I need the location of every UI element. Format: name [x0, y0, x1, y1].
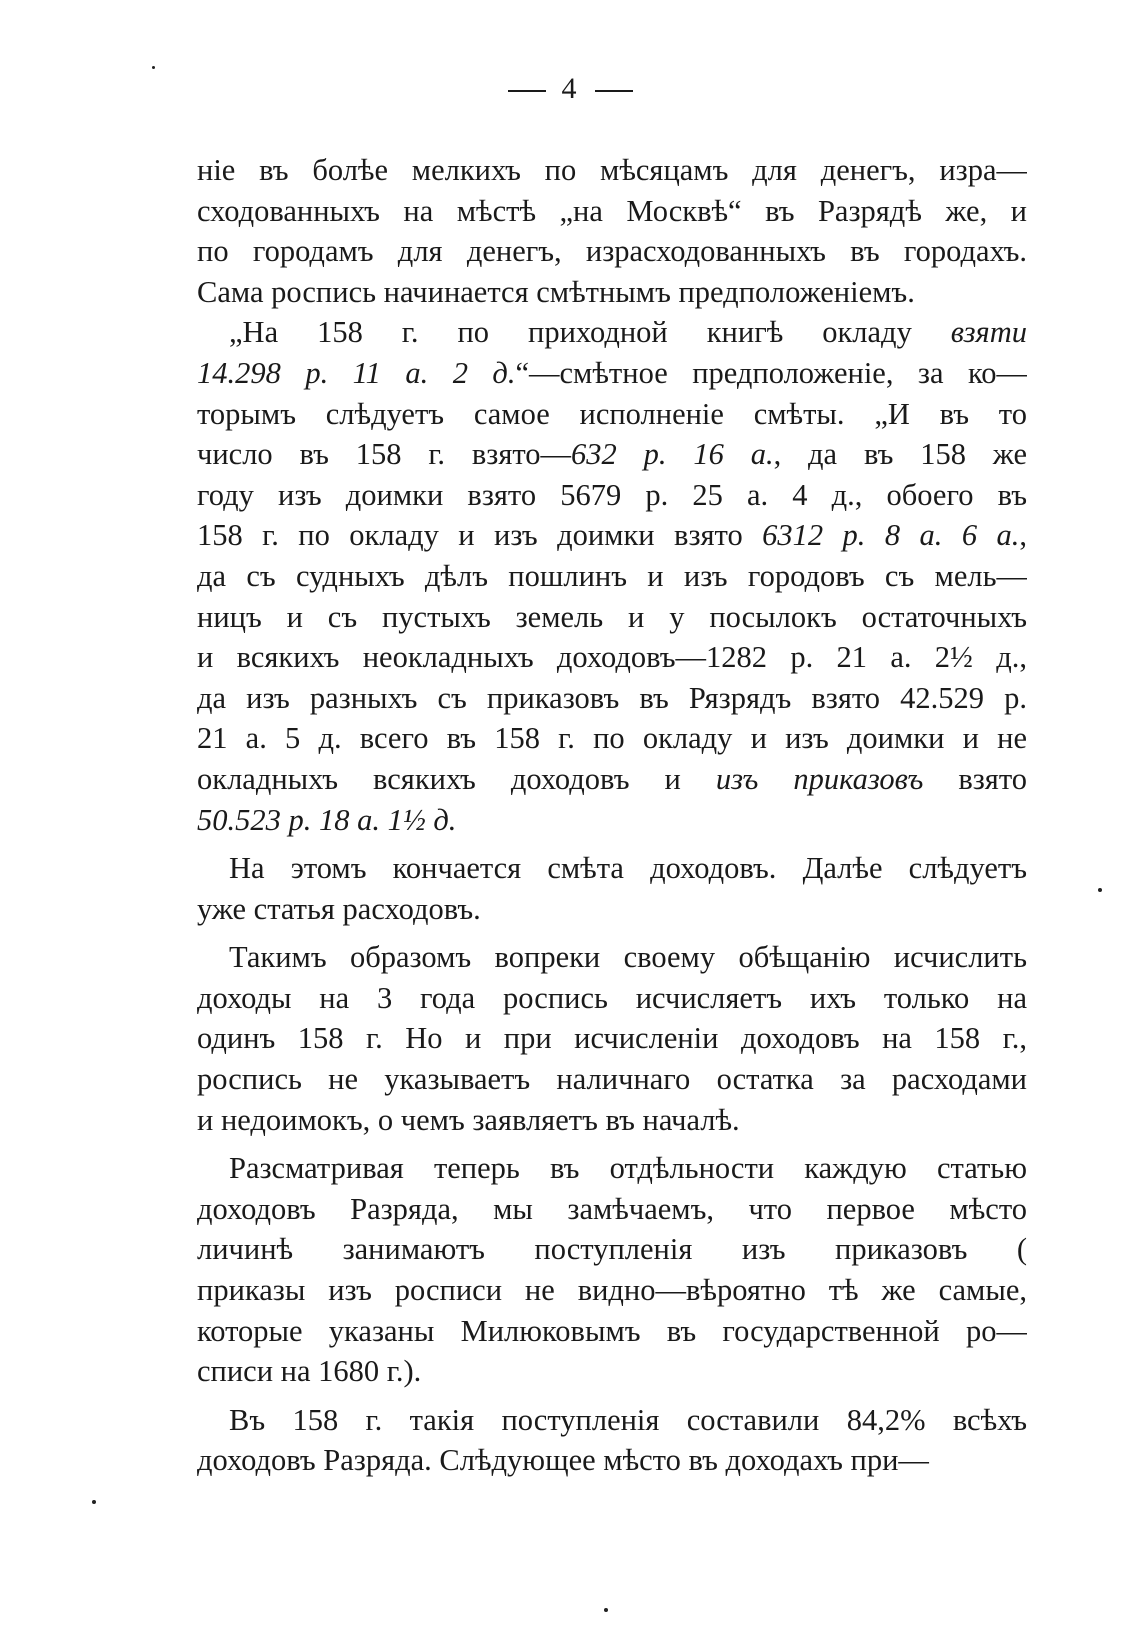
text-line [197, 353, 1027, 394]
text-line [197, 978, 1027, 1019]
text-line [197, 1400, 1027, 1441]
text-segment: 158 г. по окладу и изъ доимки взято [197, 518, 763, 553]
text-line [197, 434, 1027, 475]
text-line [197, 1100, 1027, 1141]
text-line [197, 231, 1027, 272]
text-line [197, 800, 1027, 841]
text-segment: по городамъ для денегъ, израсходованныхъ въ городахъ. [197, 234, 1027, 269]
text-line [197, 1270, 1027, 1311]
text-line [197, 759, 1027, 800]
text-segment: Въ 158 г. такія поступленія составили 84,2% всѣхъ [229, 1402, 1027, 1437]
text-line [197, 150, 1027, 191]
text-line [197, 1440, 1027, 1481]
text-line [197, 1059, 1027, 1100]
text-segment: “—смѣтное предположеніе, за ко— [515, 355, 1027, 390]
text-line [197, 597, 1027, 638]
text-line [197, 191, 1027, 232]
italic-segment: 14.298 р. 11 а. 2 д. [197, 355, 516, 390]
text-segment: На этомъ кончается смѣта доходовъ. Далѣе слѣдуетъ [229, 851, 1027, 886]
text-segment: Сама роспись начинается смѣтнымъ предположеніемъ. [197, 274, 915, 309]
text-segment: ніе въ болѣе мелкихъ по мѣсяцамъ для денегъ, изра— [197, 153, 1027, 187]
text-segment: которые указаны Милюковымъ въ государственной ро— [197, 1313, 1027, 1348]
page-number-header [0, 72, 1140, 106]
page-number: 4 [561, 72, 579, 105]
text-line [197, 1018, 1027, 1059]
text-segment: взято [923, 761, 1027, 796]
text-line [197, 515, 1027, 556]
text-segment: и недоимокъ, о чемъ заявляетъ въ началѣ. [197, 1102, 740, 1137]
left-dash [508, 90, 546, 92]
text-line [197, 1311, 1027, 1352]
text-segment: , да въ 158 же [773, 437, 1027, 472]
right-dash [595, 90, 633, 92]
text-segment: ницъ и съ пустыхъ земель и у посылокъ остаточныхъ [197, 599, 1027, 634]
text-segment: 21 а. 5 д. всего въ 158 г. по окладу и изъ доимки и не [197, 721, 1027, 756]
text-line [197, 637, 1027, 678]
text-segment: да съ судныхъ дѣлъ пошлинъ и изъ городовъ съ мель— [197, 558, 1027, 593]
text-segment: сходованныхъ на мѣстѣ „на Москвѣ“ въ Разрядѣ же, и [197, 193, 1027, 228]
text-segment: торымъ слѣдуетъ самое исполненіе смѣты. „И въ то [197, 396, 1027, 431]
italic-segment: взяти [950, 315, 1027, 350]
print-speck [1098, 888, 1102, 892]
text-segment: Разсматривая теперь въ отдѣльности каждую статью [229, 1151, 1027, 1186]
text-segment: , [1019, 518, 1027, 553]
text-line [197, 1351, 1027, 1392]
text-line [197, 1189, 1027, 1230]
italic-segment: 632 р. 16 а. [571, 437, 774, 472]
text-segment: роспись не указываетъ наличнаго остатка за расходами [197, 1062, 1027, 1097]
text-line [197, 556, 1027, 597]
text-line [197, 848, 1027, 889]
text-segment: и всякихъ неокладныхъ доходовъ—1282 р. 21 а. 2½ д., [197, 640, 1027, 675]
text-segment: приказы изъ росписи не видно—вѣроятно тѣ же самые, [197, 1273, 1027, 1308]
text-segment: доходовъ Разряда, мы замѣчаемъ, что первое мѣсто [197, 1191, 1027, 1226]
print-speck [152, 66, 155, 69]
text-line [197, 272, 1027, 313]
text-segment: да изъ разныхъ съ приказовъ въ Рязрядъ взято 42.529 р. [197, 680, 1027, 715]
text-line [197, 937, 1027, 978]
text-segment: Такимъ образомъ вопреки своему обѣщанію исчислить [229, 940, 1027, 975]
text-line [197, 718, 1027, 759]
text-segment: уже статья расходовъ. [197, 891, 481, 926]
text-line [197, 1148, 1027, 1189]
print-speck [92, 1500, 96, 1504]
text-segment: одинъ 158 г. Но и при исчисленіи доходовъ на 158 г., [197, 1021, 1027, 1056]
italic-segment: изъ приказовъ [715, 761, 924, 796]
text-segment: число въ 158 г. взято— [197, 437, 572, 472]
text-segment: доходовъ Разряда. Слѣдующее мѣсто въ доходахъ при— [197, 1443, 929, 1478]
body-text [197, 150, 1027, 1481]
text-line [197, 394, 1027, 435]
text-segment: личинѣ занимаютъ поступленія изъ приказовъ ( [197, 1232, 1027, 1267]
text-segment: списи на 1680 г.). [197, 1354, 422, 1389]
text-line [197, 1229, 1027, 1270]
italic-segment: 6312 р. 8 а. 6 а. [762, 518, 1020, 553]
italic-segment: 50.523 р. 18 а. 1½ д. [197, 802, 457, 837]
text-line [197, 889, 1027, 930]
text-line [197, 475, 1027, 516]
text-segment: доходы на 3 года роспись исчисляетъ ихъ только на [197, 980, 1027, 1015]
text-segment: окладныхъ всякихъ доходовъ и [197, 761, 716, 796]
text-line [197, 678, 1027, 719]
text-line [197, 312, 1027, 353]
text-segment: году изъ доимки взято 5679 р. 25 а. 4 д., обоего въ [197, 477, 1027, 512]
text-segment: „На 158 г. по приходной книгѣ окладу [229, 315, 951, 350]
print-speck [604, 1608, 608, 1612]
